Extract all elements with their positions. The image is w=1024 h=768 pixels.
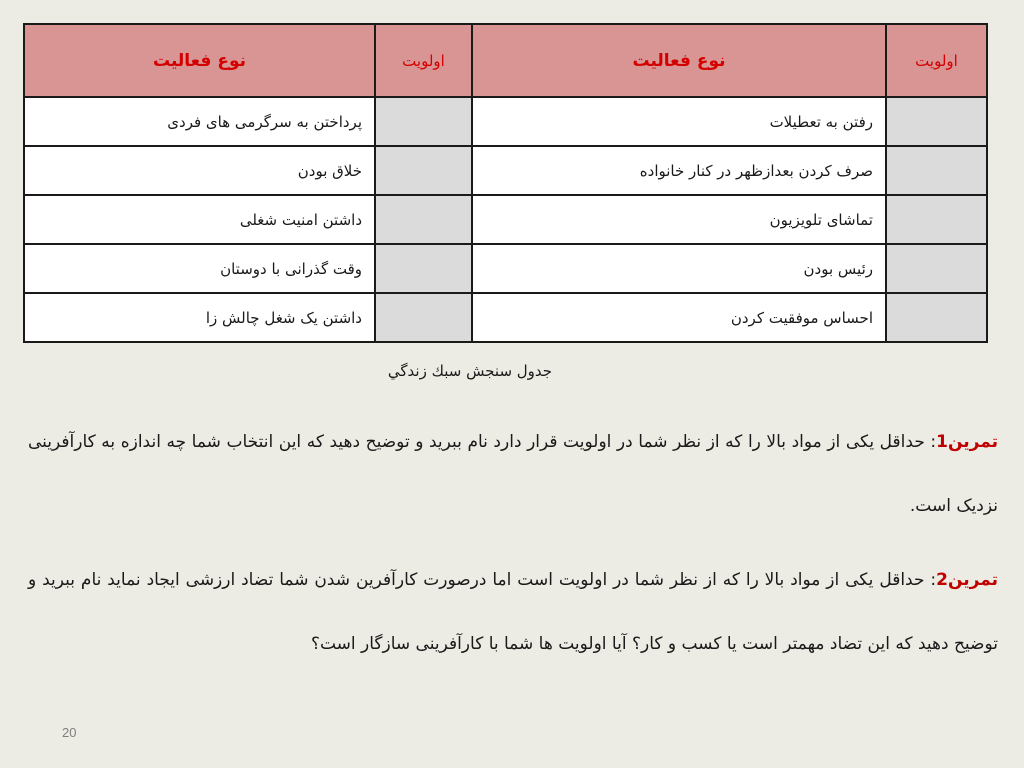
priority-cell[interactable] (886, 146, 987, 195)
exercise-2-text: : حداقل یکی از مواد بالا را که از نظر شما در اولویت است اما درصورت کارآفرین شدن شما تضاد ارزشی ایجاد نماید نام ببرید و توضیح دهید که این تضاد مهمتر است یا کسب و کار؟ آیا اولویت ها شما با کارآفرینی سازگار است؟ (28, 570, 998, 654)
priority-cell[interactable] (375, 146, 472, 195)
activity-header-right: نوع فعالیت (472, 24, 886, 97)
table-row (24, 293, 987, 342)
activity-cell: رئیس بودن (472, 244, 886, 293)
exercise-2 (28, 548, 998, 676)
priority-cell[interactable] (886, 195, 987, 244)
exercise-1 (28, 410, 998, 538)
priority-header-right: اولویت (886, 24, 987, 97)
page-number: 20 (62, 725, 77, 740)
priority-cell[interactable] (375, 97, 472, 146)
table-row (24, 146, 987, 195)
table-row (24, 195, 987, 244)
table-row (24, 244, 987, 293)
exercise-2-title: تمرین2 (936, 570, 998, 590)
exercise-1-title: تمرین1 (936, 432, 998, 452)
priority-cell[interactable] (375, 244, 472, 293)
priority-cell[interactable] (886, 244, 987, 293)
activity-cell: خلاق بودن (24, 146, 375, 195)
table-caption: جدول سنجش سبك زندگي (387, 362, 553, 380)
activity-cell: پرداختن به سرگرمی های فردی (24, 97, 375, 146)
activity-cell: داشتن امنیت شغلی (24, 195, 375, 244)
activity-header-left: نوع فعالیت (24, 24, 375, 97)
priority-cell[interactable] (375, 195, 472, 244)
activity-cell: احساس موفقیت کردن (472, 293, 886, 342)
exercise-1-text: : حداقل یکی از مواد بالا را که از نظر شما در اولویت قرار دارد نام ببرید و توضیح دهید که این انتخاب شما چه اندازه به کارآفرینی نزدیک است. (28, 432, 998, 516)
lifestyle-assessment-table (23, 23, 988, 343)
activity-cell: داشتن یک شغل چالش زا (24, 293, 375, 342)
table-header-row (24, 24, 987, 97)
table-row (24, 97, 987, 146)
priority-cell[interactable] (886, 293, 987, 342)
activity-cell: صرف کردن بعدازظهر در کنار خانواده (472, 146, 886, 195)
priority-cell[interactable] (886, 97, 987, 146)
priority-header-left: اولویت (375, 24, 472, 97)
activity-cell: رفتن به تعطیلات (472, 97, 886, 146)
activity-cell: تماشای تلویزیون (472, 195, 886, 244)
priority-cell[interactable] (375, 293, 472, 342)
activity-cell: وقت گذرانی با دوستان (24, 244, 375, 293)
